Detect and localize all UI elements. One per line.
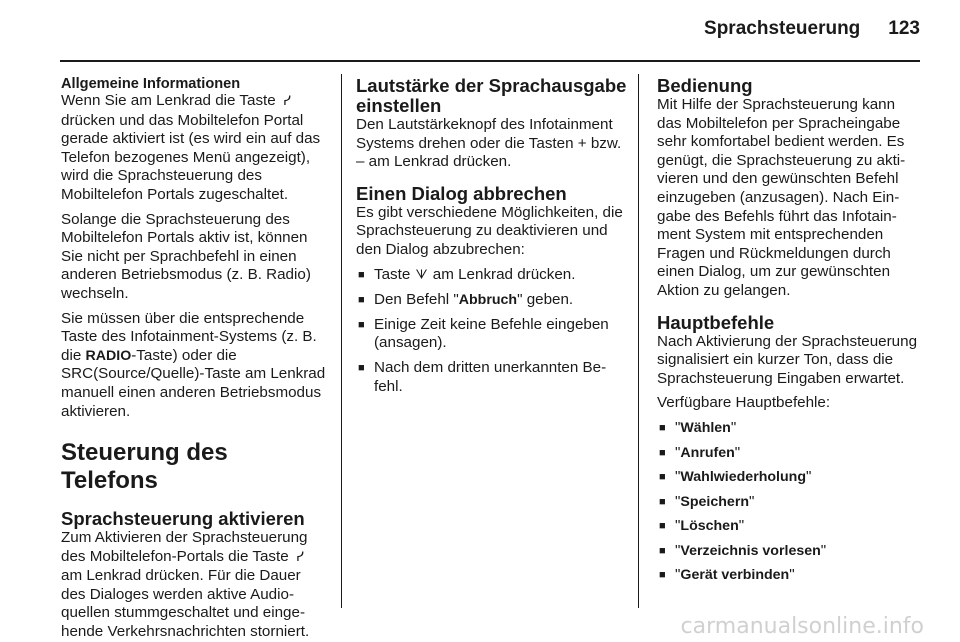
main-commands-paragraph: Nach Aktivierung der Sprachsteuerung signalisiert ein kurzer Ton, dass die Sprachsteuerung Eingaben erwartet. xyxy=(657,332,918,387)
page-header xyxy=(704,18,920,40)
cancel-heading: Einen Dialog abbrechen xyxy=(356,182,567,204)
square-bullet-icon: ■ xyxy=(358,361,365,374)
list-item: ■ Nach dem dritten unerkannten Befehl. xyxy=(358,358,607,395)
square-bullet-icon: ■ xyxy=(659,471,666,484)
list-item: ■ Den Befehl "Abbruch" geben. xyxy=(358,291,574,309)
volume-paragraph: Den Lautstärkeknopf des Infotainment Systems drehen oder die Tasten + bzw. – am Lenkrad drücken. xyxy=(356,116,622,171)
square-bullet-icon: ■ xyxy=(659,569,666,582)
cancel-paragraph: Es gibt verschiedene Möglichkeiten, die Sprachsteuerung zu deaktivieren und den Dialog abzubrechen: xyxy=(356,203,623,258)
list-item: ■ "Wahlwiederholung" xyxy=(659,468,812,486)
hang-up-button-icon: ᗐ xyxy=(415,267,428,283)
page-number: 123 xyxy=(888,18,920,39)
activate-paragraph: Zum Aktivieren der Sprachsteuerung des Mobiltelefon-Portals die Taste ᓯ am Lenkrad drücken. Für die Dauer des Dialoges werden aktive Audioquellen stummgeschaltet und eingehende Verkehrsnachrichten storniert. xyxy=(61,529,310,641)
column-3 xyxy=(657,76,923,585)
cancel-list xyxy=(356,266,628,397)
list-item: ■ "Wählen" xyxy=(659,418,737,436)
info-paragraph-2: Solange die Sprachsteuerung des Mobiltelefon Portals aktiv ist, können Sie nicht per Sprachbefehl in einen anderen Betriebsmodus (z. B. Radio) wechseln. xyxy=(61,210,311,302)
square-bullet-icon: ■ xyxy=(659,446,666,459)
list-item: ■ "Anrufen" xyxy=(659,443,741,461)
square-bullet-icon: ■ xyxy=(659,421,666,434)
info-heading: Allgemeine Informationen xyxy=(61,76,241,92)
section-heading: Steuerung des Telefons xyxy=(61,439,228,495)
column-1 xyxy=(61,76,327,642)
column-divider-2 xyxy=(638,74,639,608)
info-paragraph-3: Sie müssen über die entsprechende Taste des Infotainment-Systems (z. B. die RADIO-Taste) oder die SRC(Source/Quelle)-Taste am Lenkrad manuell einen anderen Betriebsmodus aktivieren. xyxy=(61,309,326,420)
header-title: Sprachsteuerung xyxy=(704,18,861,39)
main-commands-heading: Hauptbefehle xyxy=(657,311,775,333)
column-2 xyxy=(356,76,628,396)
column-divider-1 xyxy=(341,74,342,608)
list-item: ■ "Verzeichnis vorlesen" xyxy=(659,541,827,559)
speech-button-icon: ᓯ xyxy=(283,94,291,109)
commands-list xyxy=(657,419,923,585)
operation-heading: Bedienung xyxy=(657,75,753,96)
radio-key-label: RADIO xyxy=(85,347,132,364)
list-item: ■ "Löschen" xyxy=(659,517,745,535)
square-bullet-icon: ■ xyxy=(659,544,666,557)
square-bullet-icon: ■ xyxy=(358,294,365,307)
square-bullet-icon: ■ xyxy=(358,268,365,281)
command-abbruch: Abbruch xyxy=(458,292,518,309)
square-bullet-icon: ■ xyxy=(358,318,365,331)
square-bullet-icon: ■ xyxy=(659,520,666,533)
square-bullet-icon: ■ xyxy=(659,495,666,508)
header-rule xyxy=(60,60,920,62)
operation-paragraph: Mit Hilfe der Sprachsteuerung kann das Mobiltelefon per Spracheingabe sehr komfortabel bedient werden. Es genügt, die Sprachsteuerung zu aktivieren und den gewünschten Befehl einzugeben (anzusagen). Nach Eingabe des Befehls führt das Infotainment System mit entsprechenden Fragen und Rückmeldungen durch einen Dialog, um zur gewünschten Aktion zu gelangen. xyxy=(657,96,906,299)
list-item: ■ "Gerät verbinden" xyxy=(659,566,795,584)
watermark: carmanualsonline.info xyxy=(680,614,924,639)
speech-button-icon: ᓯ xyxy=(295,549,304,565)
activate-heading: Sprachsteuerung aktivieren xyxy=(61,508,305,530)
list-item: ■ Einige Zeit keine Befehle eingeben (ansagen). xyxy=(358,315,609,352)
list-item: ■ Taste ᗐ am Lenkrad drücken. xyxy=(356,266,628,286)
volume-heading: Lautstärke der Sprachausgabe einstellen xyxy=(356,75,627,116)
list-item: ■ "Speichern" xyxy=(659,492,755,510)
available-commands-label: Verfügbare Hauptbefehle: xyxy=(657,394,831,412)
info-paragraph-1: Wenn Sie am Lenkrad die Taste ᓯ drücken und das Mobiltelefon Portal gerade aktiviert ist (es wird ein auf das Telefon bezogenes Menü angezeigt), wird die Sprachsteuerung des Mobiltelefon Portals zugeschaltet. xyxy=(61,92,321,203)
